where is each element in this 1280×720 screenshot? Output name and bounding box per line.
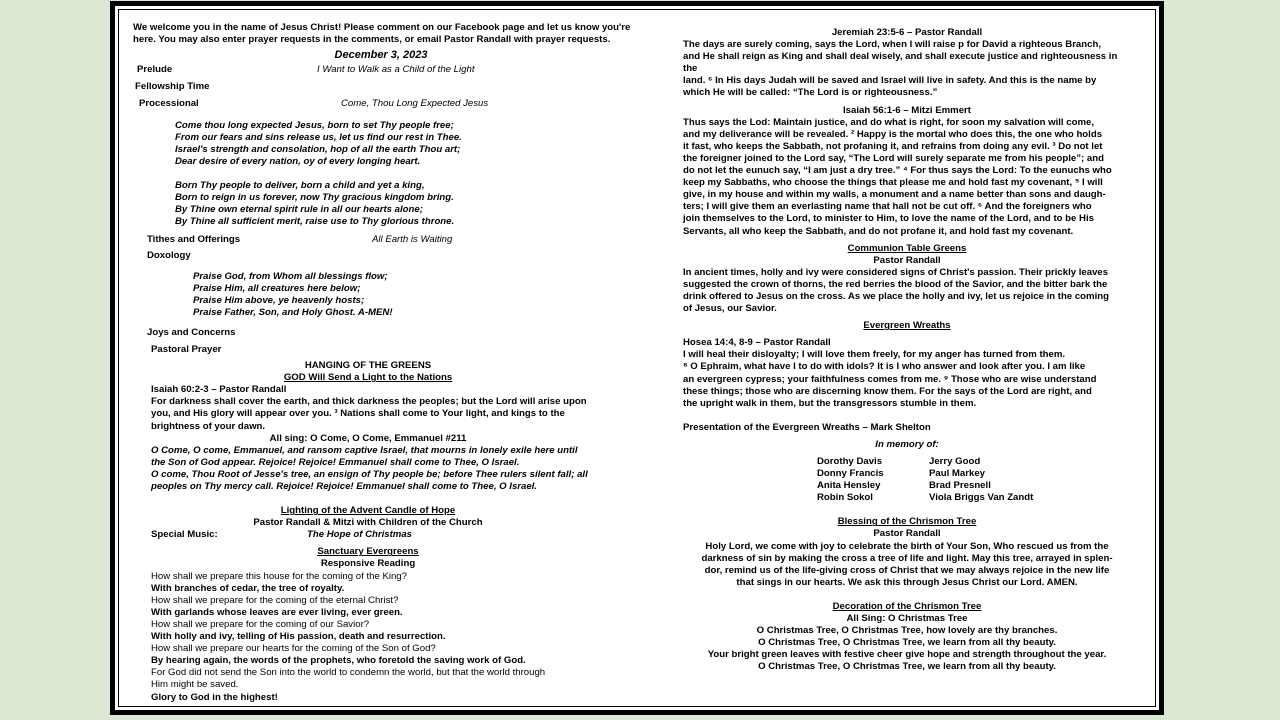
isaiah60-line: you, and His glory will appear over you. ³ Nations shall come to Your light, and kings to the bbox=[151, 408, 565, 420]
prelude-row bbox=[137, 64, 641, 76]
isaiah60-line: brightness of your dawn. bbox=[151, 420, 266, 432]
emmanuel-line: O Come, O come, Emmanuel, and ransom captive Israel, that mourns in lonely exile here until bbox=[151, 444, 578, 456]
memory-name: Robin Sokol bbox=[817, 492, 873, 504]
memory-name: Jerry Good bbox=[929, 456, 981, 467]
isaiah60-line: For darkness shall cover the earth, and thick darkness the peoples; but the Lord will arise upon bbox=[151, 396, 587, 408]
isaiah56-ref: Isaiah 56:1-6 – Mitzi Emmert bbox=[843, 104, 971, 116]
response-leader: For God did not send the Son into the world to condemn the world, but that the world through bbox=[151, 667, 546, 679]
blessing-line: Holy Lord, we come with joy to celebrate the birth of Your Son, Who rescued us from the bbox=[705, 540, 1109, 552]
communion-line: suggested the crown of thorns, the red berries the blood of the Savior, and the bitter bark the bbox=[683, 278, 1108, 290]
doxology-line: Praise Him above, ye heavenly hosts; bbox=[193, 294, 365, 306]
isaiah56-line: ters; I will give them an everlasting name that hall not be cut off. ⁶ And the foreigners who bbox=[683, 201, 1092, 213]
memory-name: Donny Francis bbox=[817, 468, 884, 480]
presentation-line: Presentation of the Evergreen Wreaths – Mark Shelton bbox=[683, 421, 931, 433]
blessing-line: darkness of sin by making the cross a tree of life and light. May this tree, arrayed in splen- bbox=[701, 552, 1113, 564]
special-music-row bbox=[151, 529, 603, 541]
hosea-ref: Hosea 14:4, 8-9 – Pastor Randall bbox=[683, 337, 831, 349]
hymn-line: Born to reign in us forever, now Thy gracious kingdom bring. bbox=[175, 192, 454, 204]
response-people: Glory to God in the highest! bbox=[151, 691, 278, 703]
memory-name: Dorothy Davis bbox=[817, 456, 883, 467]
hosea-line: these things; those who are discerning know them. For the says of the Lord are right, and bbox=[683, 385, 1092, 397]
communion-line: of Jesus, our Savior. bbox=[683, 303, 777, 315]
prelude-title: I Want to Walk as a Child of the Light bbox=[317, 64, 475, 76]
emmanuel-line: the Son of God appear. Rejoice! Rejoice! Emmanuel shall come to Thee, O Israel. bbox=[151, 456, 520, 468]
all-sing-emmanuel: All sing: O Come, O Come, Emmanuel #211 bbox=[269, 432, 467, 444]
hymn-line: Born Thy people to deliver, born a child and yet a king, bbox=[175, 179, 425, 191]
response-leader: How shall we prepare this house for the coming of the King? bbox=[151, 570, 407, 582]
jeremiah-line: The days are surely coming, says the Lord, when I will raise p for David a righteous Branch, bbox=[683, 39, 1101, 51]
right-column bbox=[683, 27, 1131, 674]
jeremiah-line: which He will be called: “The Lord is or righteousness.” bbox=[683, 87, 938, 99]
emmanuel-line: O come, Thou Root of Jesse's tree, an ensign of Thy people be; before Thee rulers silent fall; all bbox=[151, 468, 588, 480]
memory-name: Brad Presnell bbox=[929, 480, 991, 492]
isaiah56-line: the foreigner joined to the Lord say, “The Lord will surely separate me from his people”; and bbox=[683, 152, 1104, 164]
fellowship-time: Fellowship Time bbox=[135, 81, 210, 93]
tithes-label: Tithes and Offerings bbox=[147, 234, 241, 246]
hymn-line: By Thine own eternal spirit rule in all our hearts alone; bbox=[175, 204, 423, 216]
memory-names bbox=[817, 456, 1131, 504]
hymn-line: From our fears and sins release us, let us find our rest in Thee. bbox=[175, 131, 462, 143]
blessing-line: dor, remind us of the life-giving cross of Christ that we may always rejoice in the new life bbox=[704, 564, 1110, 576]
processional-row bbox=[139, 98, 641, 110]
bulletin-frame bbox=[110, 1, 1164, 715]
doxology-line: Praise Him, all creatures here below; bbox=[193, 282, 361, 294]
jeremiah-line: land. ⁶ In His days Judah will be saved and Israel will live in safety. And this is the name by bbox=[683, 75, 1097, 87]
hosea-line: ⁸ O Ephraim, what have I to do with idols? It is I who answer and look after you. I am like bbox=[683, 361, 1086, 373]
communion-who: Pastor Randall bbox=[873, 254, 941, 266]
sanctuary-subtitle: Responsive Reading bbox=[320, 558, 416, 570]
sanctuary-title: Sanctuary Evergreens bbox=[317, 546, 419, 558]
response-leader: Him might be saved. bbox=[151, 679, 239, 691]
special-music-label: Special Music: bbox=[151, 529, 218, 541]
service-date: December 3, 2023 bbox=[334, 49, 428, 62]
isaiah56-line: keep my Sabbaths, who choose the things that please me and hold fast my covenant, ⁵ I will bbox=[683, 177, 1103, 189]
response-people: With holly and ivy, telling of His passion, death and resurrection. bbox=[151, 631, 446, 643]
response-people: With branches of cedar, the tree of royalty. bbox=[151, 582, 345, 594]
hanging-section bbox=[133, 360, 603, 571]
blessing-line: that sings in our hearts. We ask this through Jesus Christ our Lord. AMEN. bbox=[736, 576, 1078, 588]
hanging-title: HANGING OF THE GREENS bbox=[304, 360, 432, 372]
isaiah56-line: and my deliverance will be revealed. ² Happy is the mortal who does this, the one who holds bbox=[683, 128, 1103, 140]
isaiah60-ref: Isaiah 60:2-3 – Pastor Randall bbox=[151, 384, 287, 396]
memory-name: Viola Briggs Van Zandt bbox=[929, 492, 1034, 504]
doxology-line: Praise Father, Son, and Holy Ghost. A-MEN! bbox=[193, 306, 393, 318]
processional-title: Come, Thou Long Expected Jesus bbox=[341, 98, 489, 110]
hymn-line: Dear desire of every nation, oy of every longing heart. bbox=[175, 155, 421, 167]
hosea-line: the upright walk in them, but the transgressors stumble in them. bbox=[683, 397, 977, 409]
response-leader: How shall we prepare our hearts for the coming of the Son of God? bbox=[151, 643, 436, 655]
isaiah56-line: it fast, who keeps the Sabbath, not profaning it, and refrains from doing any evil. ³ Do not let bbox=[683, 140, 1103, 152]
processional-label: Processional bbox=[139, 98, 199, 110]
response-leader: How shall we prepare for the coming of the eternal Christ? bbox=[151, 594, 399, 606]
isaiah56-line: join themselves to the Lord, to minister to Him, to love the name of the Lord, and to be His bbox=[683, 213, 1094, 225]
doxology-text bbox=[133, 271, 641, 319]
bulletin-page bbox=[115, 6, 1159, 710]
wreaths-title: Evergreen Wreaths bbox=[863, 320, 951, 332]
decoration-line: Your bright green leaves with festive cheer give hope and strength throughout the year. bbox=[707, 649, 1107, 661]
prelude-label: Prelude bbox=[137, 64, 173, 76]
advent-title: Lighting of the Advent Candle of Hope bbox=[280, 505, 456, 517]
hosea-line: I will heal their disloyalty; I will love them freely, for my anger has turned from them. bbox=[683, 349, 1066, 361]
tithes-title: All Earth is Waiting bbox=[372, 234, 453, 246]
response-people: With garlands whose leaves are ever living, ever green. bbox=[151, 606, 403, 618]
special-music-title: The Hope of Christmas bbox=[307, 529, 413, 541]
response-leader: How shall we prepare for the coming of our Savior? bbox=[151, 618, 370, 630]
hanging-subtitle: GOD Will Send a Light to the Nations bbox=[283, 372, 453, 384]
left-column bbox=[133, 22, 641, 704]
communion-line: drink offered to Jesus on the cross. As we place the holly and ivy, let us rejoice in the coming bbox=[683, 290, 1109, 302]
joys-concerns: Joys and Concerns bbox=[147, 326, 236, 338]
advent-who: Pastor Randall & Mitzi with Children of the Church bbox=[253, 517, 483, 529]
blessing-who: Pastor Randall bbox=[873, 528, 941, 540]
memory-name: Anita Hensley bbox=[817, 480, 881, 492]
hosea-line: an evergreen cypress; your faithfulness comes from me. ⁹ Those who are wise understand bbox=[683, 373, 1097, 385]
memory-title: In memory of: bbox=[875, 438, 939, 450]
doxology-label: Doxology bbox=[147, 250, 191, 262]
isaiah56-line: do not let the eunuch say, “I am just a dry tree.” ⁴ For thus says the Lord: To the eunuchs who bbox=[683, 165, 1112, 177]
emmanuel-line: peoples on Thy mercy call. Rejoice! Rejoice! Emmanuel shall come to Thee, O Israel. bbox=[151, 481, 538, 492]
isaiah56-line: Thus says the Lod: Maintain justice, and do what is right, for soon my salvation will come, bbox=[683, 116, 1094, 128]
isaiah56-line: give, in my house and within my walls, a monument and a name better than sons and daugh- bbox=[683, 189, 1106, 201]
jeremiah-line: and He shall reign as King and shall deal wisely, and shall execute justice and righteousness in the bbox=[683, 51, 1118, 75]
pastoral-prayer: Pastoral Prayer bbox=[151, 343, 222, 355]
hymn-line: Come thou long expected Jesus, born to set Thy people free; bbox=[175, 119, 454, 131]
hymn-line: By Thine all sufficient merit, raise use to Thy glorious throne. bbox=[175, 216, 455, 228]
processional-hymn bbox=[133, 120, 641, 229]
blessing-title: Blessing of the Chrismon Tree bbox=[837, 516, 977, 528]
communion-line: In ancient times, holly and ivy were considered signs of Christ's passion. Their prickly leaves bbox=[683, 266, 1109, 278]
doxology-line: Praise God, from Whom all blessings flow; bbox=[193, 270, 388, 282]
hymn-line: Israel's strength and consolation, hop of all the earth Thou art; bbox=[175, 143, 461, 155]
memory-name: Paul Markey bbox=[929, 468, 985, 480]
responsive-reading bbox=[151, 571, 641, 704]
jeremiah-ref: Jeremiah 23:5-6 – Pastor Randall bbox=[831, 27, 983, 38]
decoration-line: O Christmas Tree, O Christmas Tree, how lovely are thy branches. bbox=[756, 625, 1058, 637]
welcome-line-1: We welcome you in the name of Jesus Christ! Please comment on our Facebook page and let us know you're bbox=[133, 22, 631, 33]
response-people: By hearing again, the words of the prophets, who foretold the saving work of God. bbox=[151, 655, 526, 667]
welcome-line-2: here. You may also enter prayer requests in the comments, or email Pastor Randall with prayer requests. bbox=[133, 34, 611, 46]
decoration-line: O Christmas Tree, O Christmas Tree, we learn from all thy beauty. bbox=[758, 637, 1056, 649]
tithes-row bbox=[147, 234, 641, 246]
decoration-line: O Christmas Tree, O Christmas Tree, we learn from all thy beauty. bbox=[758, 661, 1056, 673]
communion-title: Communion Table Greens bbox=[847, 242, 967, 254]
decoration-title: Decoration of the Chrismon Tree bbox=[832, 600, 982, 612]
isaiah56-line: Servants, all who keep the Sabbath, and do not profane it, and hold fast my covenant. bbox=[683, 225, 1074, 237]
decoration-allsing: All Sing: O Christmas Tree bbox=[846, 613, 968, 625]
